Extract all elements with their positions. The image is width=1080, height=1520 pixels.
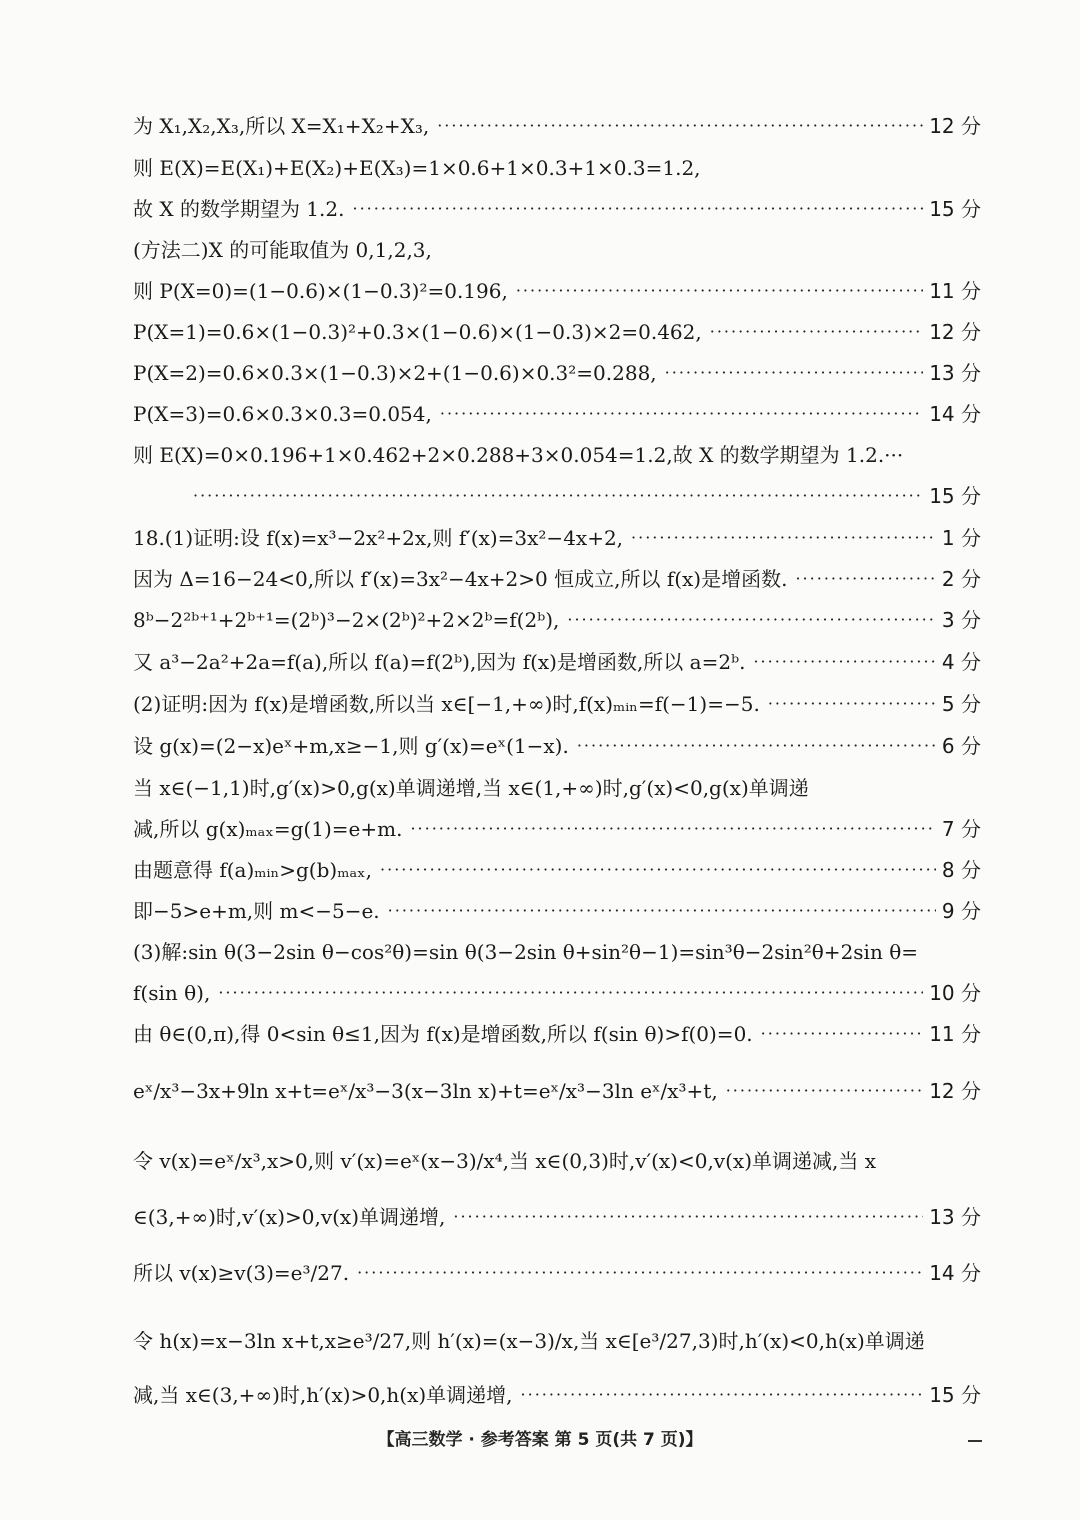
solution-line [133,1204,981,1230]
line-text: eˣ/x³−3x+9ln x+t=eˣ/x³−3(x−3ln x)+t=eˣ/x³−3ln eˣ/x³+t, [133,1079,718,1103]
line-text: 则 P(X=0)=(1−0.6)×(1−0.3)²=0.196, [133,279,508,303]
line-score: 3 分 [941,608,981,632]
line-text: 当 x∈(−1,1)时,g′(x)>0,g(x)单调递增,当 x∈(1,+∞)时,g′(x)<0,g(x)单调递 [133,776,809,800]
solution-line [133,319,981,345]
line-score: 15 分 [929,1383,981,1407]
line-text: 减,所以 g(x)ₘₐₓ=g(1)=e+m. [133,817,403,841]
line-score: 4 分 [941,650,981,674]
line-score: 11 分 [929,279,981,303]
line-text: 令 v(x)=eˣ/x³,x>0,则 v′(x)=eˣ(x−3)/x⁴,当 x∈(0,3)时,v′(x)<0,v(x)单调递减,当 x [133,1149,876,1173]
leader-dots [352,196,923,222]
solution-line [133,278,981,304]
line-text: 令 h(x)=x−3ln x+t,x≥e³/27,则 h′(x)=(x−3)/x,当 x∈[e³/27,3)时,h′(x)<0,h(x)单调递 [133,1329,925,1353]
solution-line [133,775,981,801]
solution-line [133,566,981,592]
solution-line [133,401,981,427]
line-score: 10 分 [929,981,981,1005]
solution-line [133,898,981,924]
leader-dots [726,1078,924,1104]
leader-dots [388,898,936,924]
leader-dots [577,733,936,759]
line-score: 14 分 [929,1261,981,1285]
solution-line [133,980,981,1006]
line-score: 12 分 [929,114,981,138]
solution-line [133,525,981,551]
leader-dots [440,401,923,427]
line-text: 由题意得 f(a)ₘᵢₙ>g(b)ₘₐₓ, [133,858,373,882]
leader-dots [761,1021,924,1047]
solution-line [133,733,981,759]
line-text: P(X=1)=0.6×(1−0.3)²+0.3×(1−0.6)×(1−0.3)×2=0.462, [133,320,702,344]
line-score: 13 分 [929,1205,981,1229]
line-text: P(X=2)=0.6×0.3×(1−0.3)×2+(1−0.6)×0.3²=0.288, [133,361,657,385]
line-text: (方法二)X 的可能取值为 0,1,2,3, [133,238,432,262]
solution-line [133,939,981,965]
solution-line [133,1382,981,1408]
solution-line [133,442,981,468]
solution-line [133,196,981,222]
solution-line [133,691,981,717]
line-text: 为 X₁,X₂,X₃,所以 X=X₁+X₂+X₃, [133,114,430,138]
solution-line [133,1021,981,1047]
leader-dots [437,113,923,139]
solution-line [133,607,981,633]
solution-line [133,360,981,386]
solution-line [133,649,981,675]
line-text: 8ᵇ−2²ᵇ⁺¹+2ᵇ⁺¹=(2ᵇ)³−2×(2ᵇ)²+2×2ᵇ=f(2ᵇ), [133,608,560,632]
solution-line [133,237,981,263]
line-score: 14 分 [929,402,981,426]
line-text: 即−5>e+m,则 m<−5−e. [133,899,380,923]
line-score: 2 分 [941,567,981,591]
line-text: 减,当 x∈(3,+∞)时,h′(x)>0,h(x)单调递增, [133,1383,513,1407]
leader-dots [516,278,923,304]
leader-dots [453,1204,923,1230]
solution-line [133,1328,981,1354]
solution-line [133,1148,981,1174]
line-score: 15 分 [929,484,981,508]
line-text: 又 a³−2a²+2a=f(a),所以 f(a)=f(2ᵇ),因为 f(x)是增函数,所以 a=2ᵇ. [133,650,746,674]
leader-dots [567,607,936,633]
leader-dots [380,857,936,883]
line-score: 9 分 [941,899,981,923]
line-text: f(sin θ), [133,981,211,1005]
line-score: 8 分 [941,858,981,882]
page-footer: 【高三数学 · 参考答案 第 5 页(共 7 页)】 [377,1430,703,1450]
line-text: 设 g(x)=(2−x)eˣ+m,x≥−1,则 g′(x)=eˣ(1−x). [133,734,569,758]
line-text: 因为 Δ=16−24<0,所以 f′(x)=3x²−4x+2>0 恒成立,所以 f(x)是增函数. [133,567,788,591]
line-score: 5 分 [941,692,981,716]
line-score: 1 分 [941,526,981,550]
line-text: 18.(1)证明:设 f(x)=x³−2x²+2x,则 f′(x)=3x²−4x+2, [133,526,624,550]
line-score: 7 分 [941,817,981,841]
leader-dots [795,566,935,592]
solution-line [133,155,981,181]
leader-dots [768,691,936,717]
line-text: 所以 v(x)≥v(3)=e³/27. [133,1261,350,1285]
line-score: 12 分 [929,1079,981,1103]
line-score: 6 分 [941,734,981,758]
leader-dots [631,525,936,551]
line-text: (3)解:sin θ(3−2sin θ−cos²θ)=sin θ(3−2sin θ+sin²θ−1)=sin³θ−2sin²θ+2sin θ= [133,940,918,964]
line-score: 13 分 [929,361,981,385]
line-text: 由 θ∈(0,π),得 0<sin θ≤1,因为 f(x)是增函数,所以 f(sin θ)>f(0)=0. [133,1022,753,1046]
line-text: P(X=3)=0.6×0.3×0.3=0.054, [133,402,432,426]
solution-line [185,483,981,509]
line-score: 15 分 [929,197,981,221]
solution-line [133,1078,981,1104]
line-text: (2)证明:因为 f(x)是增函数,所以当 x∈[−1,+∞)时,f(x)ₘᵢₙ=f(−1)=−5. [133,692,760,716]
line-score: 12 分 [929,320,981,344]
solution-line [133,857,981,883]
leader-dots [753,649,935,675]
corner-mark [968,1440,982,1442]
leader-dots [218,980,923,1006]
leader-dots [193,483,923,509]
line-text: ∈(3,+∞)时,v′(x)>0,v(x)单调递增, [133,1205,446,1229]
leader-dots [521,1382,924,1408]
solution-line [133,113,981,139]
leader-dots [410,816,935,842]
leader-dots [357,1260,923,1286]
solution-line [133,1260,981,1286]
solution-line [133,816,981,842]
line-score: 11 分 [929,1022,981,1046]
line-text: 则 E(X)=E(X₁)+E(X₂)+E(X₃)=1×0.6+1×0.3+1×0.3=1.2, [133,156,701,180]
leader-dots [665,360,924,386]
line-text: 故 X 的数学期望为 1.2. [133,197,345,221]
leader-dots [710,319,923,345]
line-text: 则 E(X)=0×0.196+1×0.462+2×0.288+3×0.054=1.2,故 X 的数学期望为 1.2.··· [133,443,904,467]
